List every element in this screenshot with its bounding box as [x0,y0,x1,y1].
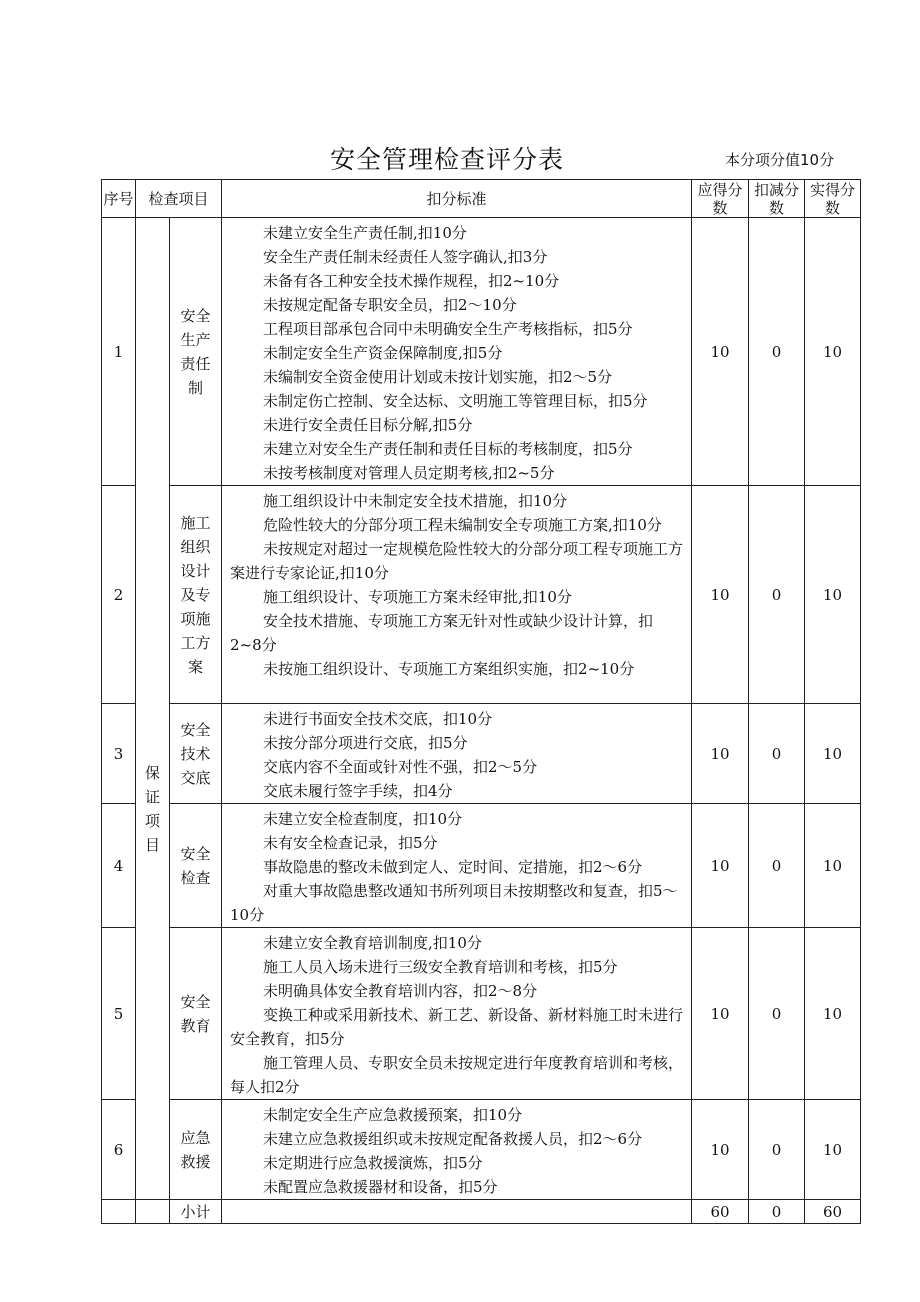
criteria-line: 未制定安全生产应急救援预案，扣10分 [263,1106,523,1124]
criteria-line: 对重大事故隐患整改通知书所列项目未按期整改和复查，扣5～10分 [230,882,678,924]
actual-score: 10 [805,218,861,486]
item-name: 安全教育 [170,928,222,1100]
subtotal-empty-cell [102,1200,136,1224]
criteria-line: 未进行书面安全技术交底，扣10分 [263,710,493,728]
deduct-score: 0 [749,704,805,804]
criteria-list [222,704,692,804]
criteria-line: 未建立安全生产责任制,扣10分 [263,224,467,242]
criteria-line: 未定期进行应急救援演炼，扣5分 [263,1154,483,1172]
criteria-list [222,1100,692,1200]
criteria-line: 未建立安全检查制度，扣10分 [263,810,463,828]
criteria-line: 未按分部分项进行交底，扣5分 [263,734,468,752]
item-name: 安全技术交底 [170,704,222,804]
subtotal-empty-cell [136,1200,170,1224]
criteria-line: 安全生产责任制未经责任人签字确认,扣3分 [263,248,548,266]
criteria-line: 未建立应急救援组织或未按规定配备救援人员，扣2～6分 [263,1130,643,1148]
should-score: 10 [692,486,749,704]
subtotal-row [102,1200,861,1224]
subtotal-deduct: 0 [749,1200,805,1224]
should-score: 10 [692,218,749,486]
subtotal-should: 60 [692,1200,749,1224]
header-seq: 序号 [102,180,136,218]
row-number: 2 [102,486,136,704]
should-score: 10 [692,804,749,928]
criteria-line: 未进行安全责任目标分解,扣5分 [263,416,473,434]
table-row [102,218,861,486]
table-row [102,486,861,704]
criteria-line: 未按规定对超过一定规模危险性较大的分部分项工程专项施工方案进行专家论证,扣10分 [230,540,684,582]
score-table [101,179,861,1224]
criteria-line: 施工组织设计、专项施工方案未经审批,扣10分 [263,588,572,606]
criteria-line: 交底内容不全面或针对性不强，扣2～5分 [263,758,538,776]
row-number: 6 [102,1100,136,1200]
actual-score: 10 [805,704,861,804]
criteria-list [222,486,692,704]
row-number: 3 [102,704,136,804]
should-score: 10 [692,928,749,1100]
actual-score: 10 [805,1100,861,1200]
should-score: 10 [692,1100,749,1200]
criteria-line: 未建立对安全生产责任制和责任目标的考核制度，扣5分 [263,440,633,458]
header-deduct: 扣减分数 [749,180,805,218]
row-number: 1 [102,218,136,486]
table-row [102,804,861,928]
item-name: 安全生产责任制 [170,218,222,486]
criteria-line: 未制定伤亡控制、安全达标、文明施工等管理目标，扣5分 [263,392,648,410]
criteria-line: 安全技术措施、专项施工方案无针对性或缺少设计计算，扣2~8分 [230,612,654,654]
criteria-line: 事故隐患的整改未做到定人、定时间、定措施，扣2～6分 [263,858,643,876]
criteria-line: 未按规定配备专职安全员，扣2～10分 [263,296,517,314]
should-score: 10 [692,704,749,804]
header-actual: 实得分数 [805,180,861,218]
subtotal-label: 小计 [170,1200,222,1224]
deduct-score: 0 [749,1100,805,1200]
table-row [102,928,861,1100]
table-row [102,1100,861,1200]
deduct-score: 0 [749,218,805,486]
criteria-line: 危险性较大的分部分项工程未编制安全专项施工方案,扣10分 [263,516,662,534]
row-number: 4 [102,804,136,928]
criteria-line: 变换工种或采用新技术、新工艺、新设备、新材料施工时未进行安全教育，扣5分 [230,1006,684,1048]
criteria-line: 未备有各工种安全技术操作规程，扣2~10分 [263,272,560,290]
criteria-list [222,804,692,928]
deduct-score: 0 [749,486,805,704]
criteria-line: 未编制安全资金使用计划或未按计划实施，扣2～5分 [263,368,613,386]
criteria-list [222,928,692,1100]
header-row [102,180,861,218]
item-name: 施工组织设计及专项施工方案 [170,486,222,704]
score-value-note: 本分项分值10分 [725,151,835,169]
deduct-score: 0 [749,928,805,1100]
criteria-line: 未建立安全教育培训制度,扣10分 [263,934,482,952]
subtotal-actual: 60 [805,1200,861,1224]
criteria-line: 未按考核制度对管理人员定期考核,扣2~5分 [263,464,555,482]
item-name: 安全检查 [170,804,222,928]
criteria-line: 未按施工组织设计、专项施工方案组织实施，扣2~10分 [263,660,635,678]
row-number: 5 [102,928,136,1100]
table-row [102,704,861,804]
header-criteria: 扣分标准 [222,180,692,218]
criteria-line: 未有安全检查记录，扣5分 [263,834,438,852]
criteria-line: 施工组织设计中未制定安全技术措施，扣10分 [263,492,568,510]
actual-score: 10 [805,804,861,928]
criteria-line: 交底未履行签字手续，扣4分 [263,782,453,800]
header-item: 检查项目 [136,180,222,218]
criteria-line: 工程项目部承包合同中未明确安全生产考核指标，扣5分 [263,320,633,338]
group-label: 保证项目 [136,218,170,1200]
criteria-list [222,218,692,486]
page-title: 安全管理检查评分表 [330,145,565,174]
header-should: 应得分数 [692,180,749,218]
criteria-line: 施工管理人员、专职安全员未按规定进行年度教育培训和考核，每人扣2分 [230,1054,684,1096]
actual-score: 10 [805,486,861,704]
deduct-score: 0 [749,804,805,928]
criteria-line: 未配置应急救援器材和设备，扣5分 [263,1178,498,1196]
criteria-line: 未制定安全生产资金保障制度,扣5分 [263,344,503,362]
item-name: 应急救援 [170,1100,222,1200]
subtotal-empty-cell [222,1200,692,1224]
criteria-line: 未明确具体安全教育培训内容，扣2～8分 [263,982,538,1000]
criteria-line: 施工人员入场未进行三级安全教育培训和考核，扣5分 [263,958,618,976]
actual-score: 10 [805,928,861,1100]
